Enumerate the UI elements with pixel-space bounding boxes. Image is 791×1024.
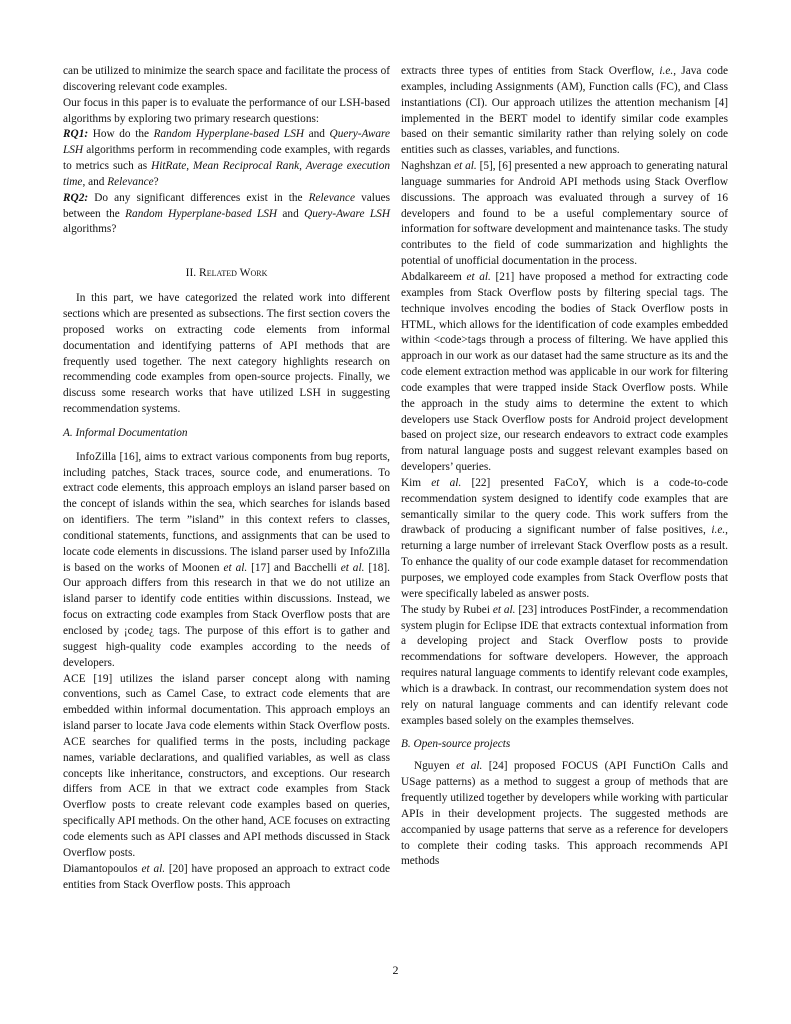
diamantopoulos-paragraph: Diamantopoulos et al. [20] have proposed an approach to extract code entities from Stack Overflow posts. This approach	[63, 862, 390, 891]
ace-paragraph: ACE [19] utilizes the island parser concept along with naming conventions, such as Camel Case, to extract code elements that are embedded within informal documentation. This approach employs an island parser to locate Java code elements within Stack Overflow posts. ACE searches for qualified terms in the posts, including package names, variable declarations, and qualified variables, as well as class concepts like inheritance, constructors, and exceptions. Our research differs from ACE in that we extract code examples from Stack Overflow posts to create relevant code examples based on queries, specifically API methods. On the other hand, ACE focuses on extracting code elements such as API classes and API methods discussed in Stack Overflow posts.	[63, 672, 390, 859]
subsection-heading-informal-documentation: A. Informal Documentation	[63, 426, 188, 439]
section-heading-related-work: II. Related Work	[185, 267, 268, 280]
research-question-2: RQ2: Do any significant differences exist in the Relevance values between the Random Hyperplane-based LSH and Query-Aware LSH algorithms?	[63, 191, 391, 236]
rq1-label: RQ1:	[63, 128, 89, 141]
abdalkareem-paragraph: Abdalkareem et al. [21] have proposed a method for extracting code examples from Stack Overflow posts by filtering special tags. The technique involves encoding the bodies of Stack Overflow posts in HTML, which allows for the identification of code examples embedded within <code>tags through a process of filtering. We have applied this approach in our work as our dataset had the same structure as its and the code element extraction method was applicable in our work for filtering code examples that were trapped inside Stack Overflow posts. While the approach in the study aims to determine the extent to which developers use Stack Overflow posts for Android project development based on project size, our research endeavors to extract code examples from natural language posts and suggest relevant examples based on developers’ queries.	[401, 270, 729, 474]
right-column	[401, 64, 728, 870]
left-column	[63, 64, 390, 893]
research-question-1: RQ1: How do the Random Hyperplane-based LSH and Query-Aware LSH algorithms perform in recommending code examples, with regards to metrics such as HitRate, Mean Reciprocal Rank, Average execution time, and Relevance?	[63, 128, 390, 188]
page-number: 2	[392, 963, 399, 977]
infozilla-paragraph: InfoZilla [16], aims to extract various components from bug reports, including patches, Stack traces, source code, and enumerations. To extract code elements, this approach employs an island parser based on the concept of islands within the sea, which searches for islands based on identifiers. The term ”island” in this context refers to classes, conditional statements, functions, and assignments that can be used to locate code elements in discussions. The island parser used by InfoZilla is based on the works of Moonen et al. [17] and Bacchelli et al. [18]. Our approach differs from this research in that we do not utilize an island parser to identify code entities within discussions. Instead, we focus on extracting code examples from Stack Overflow posts that are enclosed by ¡code¿ tags. The purpose of this effort is to gather and suggest high-quality code examples according to the needs of developers.	[63, 450, 390, 669]
kim-paragraph: Kim et al. [22] presented FaCoY, which is a code-to-code recommendation system designed to identify code examples that are semantically similar to the query code. This work suffers from the drawback of producing a significant number of false positives, i.e., returning a large number of irrelevant Stack Overflow posts as a result. To enhance the quality of our code example dataset for recommendation purposes, we employed code examples from Stack Overflow posts that were specifically labeled as answer posts.	[401, 476, 728, 600]
research-focus-paragraph: Our focus in this paper is to evaluate the performance of our LSH-based algorithms by exploring two primary research questions:	[63, 96, 390, 125]
naghshzan-paragraph: Naghshzan et al. [5], [6] presented a new approach to generating natural language summaries for Android API methods using Stack Overflow discussions. The approach was evaluated through a survey of 16 developers and found to be a useful complementary source of information for software development and maintenance tasks. The study contributes to the field of code summarization and highlights the potential of unofficial documentation in the process.	[401, 160, 729, 268]
nguyen-paragraph: Nguyen et al. [24] proposed FOCUS (API FunctiOn Calls and USage patterns) as a method to suggest a group of methods that are frequently utilized together by developers while working with particular APIs in their development projects. The suggested methods are accompanied by usage patterns that serve as a reference for developers to complete their coding tasks. This approach recommends API methods	[401, 760, 728, 868]
rq2-label: RQ2:	[63, 191, 89, 204]
related-work-overview: In this part, we have categorized the related work into different sections which are presented as subsections. The first section covers the proposed works on extracting code elements from informal documentation and identifying patterns of API methods that are frequently used together. The next category highlights research on recommending code examples from open-source projects. Finally, we discuss some research works that have utilized LSH in suggesting recommendation systems.	[63, 292, 390, 416]
intro-paragraph-end: can be utilized to minimize the search space and facilitate the process of discovering relevant code examples.	[63, 65, 390, 93]
rubei-paragraph: The study by Rubei et al. [23] introduces PostFinder, a recommendation system plugin for Eclipse IDE that extracts contextual information from a developing project and Stack Overflow posts to provide recommendations for software developers. However, the approach requires natural language comments to identify relevant code examples, which is a drawback. In contrast, our recommendation system does not rely on natural language comments and can identify relevant code examples based solely on the examples themselves.	[401, 603, 728, 727]
subsection-heading-open-source-projects: B. Open-source projects	[401, 738, 511, 751]
diamantopoulos-continuation: extracts three types of entities from Stack Overflow, i.e., Java code examples, including Assignments (AM), Function calls (FC), and Class instantiations (CI). Our approach utilizes the attention mechanism [4] implemented in the BERT model to identify similar code examples based on their semantic similarity rather than relying solely on code entities such as classes, variables, and functions.	[401, 65, 728, 157]
